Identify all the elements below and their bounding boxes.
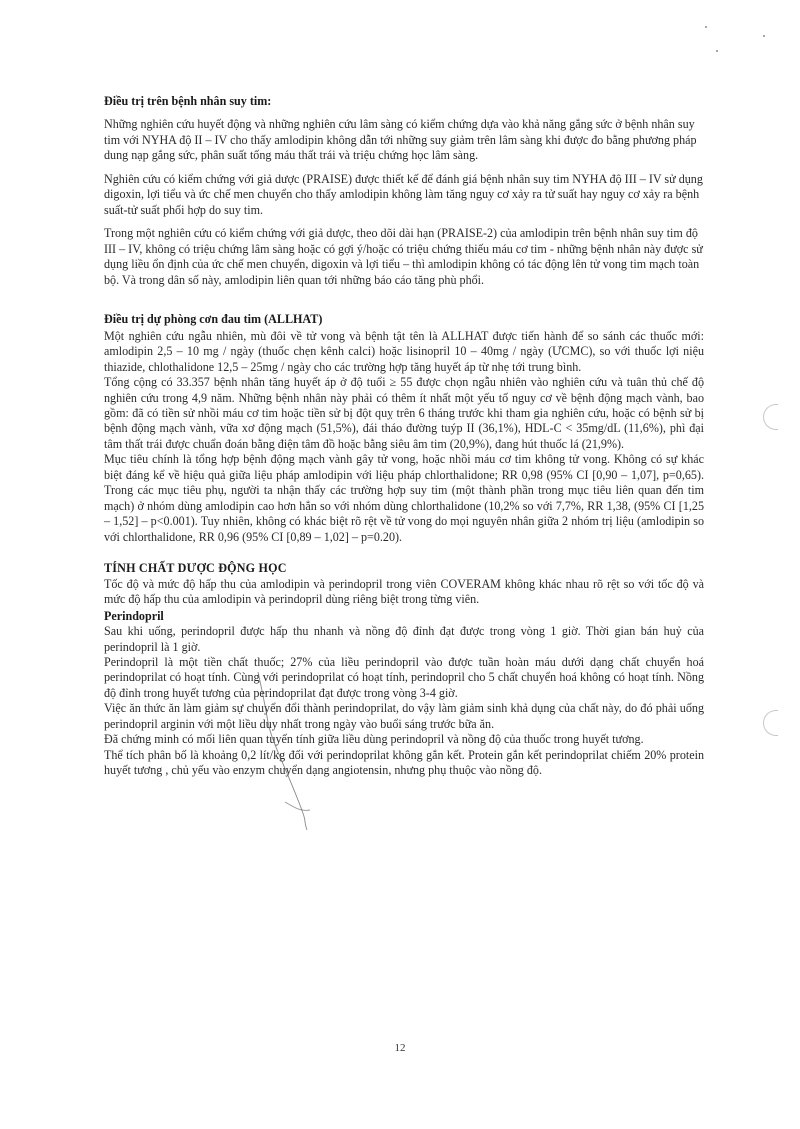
document-page [104, 94, 704, 779]
heart-failure-heading: Điều trị trên bệnh nhân suy tim: [104, 94, 272, 108]
scan-speck [716, 50, 718, 52]
allhat-paragraph-2: Tổng cộng có 33.357 bệnh nhân tăng huyết áp ở độ tuổi ≥ 55 được chọn ngẫu nhiên vào nghiên cứu và tuân thủ chế độ nghiên cứu trong 4,9 năm. Những bệnh nhân này phải có thêm ít nhất một yếu tố nguy cơ về bệnh động mạch vành, bao gồm: đã có tiền sử nhồi máu cơ tim hoặc tiền sử bị đột quỵ trên 6 tháng trước khi tham gia nghiên cứu, hoặc có bệnh sử bị bệnh động mạch vành, vữa xơ động mạch (51,5%), đái tháo đường tuýp II (36,1%), HDL-C < 35mg/dL (11,6%), phì đại tâm thất trái được chuẩn đoán bằng điện tâm đồ hoặc bằng siêu âm tim (20,9%), đang hút thuốc lá (21,9%). [104, 375, 704, 451]
punch-hole-mark-upper [763, 404, 778, 430]
heart-failure-paragraph-3: Trong một nghiên cứu có kiểm chứng với giả dược, theo dõi dài hạn (PRAISE-2) của amlodipin trên bệnh nhân suy tim độ III – IV, không có triệu chứng lâm sàng hoặc có gợi ý/hoặc có triệu chứng thiếu máu cơ tim - những bệnh nhân này được sử dụng liều ổn định của ức chế men chuyển, digoxin và lợi tiểu – thì amlodipin không có tác động lên tử vong tim mạch toàn bộ. Và trong dân số này, amlodipin liên quan tới những báo cáo tăng phù phổi. [104, 226, 703, 287]
perindopril-paragraph-2: Perindopril là một tiền chất thuốc; 27% của liều perindopril vào được tuần hoàn máu dưới dạng chất chuyển hoá perindoprilat có hoạt tính. Cùng với perindoprilat có hoạt tính, perindopril cho 5 chất chuyển hoá không có hoạt tính. Nồng độ đỉnh trong huyết tương của perindoprilat đạt được trong vòng 3-4 giờ. [104, 655, 704, 700]
scan-speck [705, 26, 707, 28]
heart-failure-paragraph-1: Những nghiên cứu huyết động và những nghiên cứu lâm sàng có kiểm chứng dựa vào khả năng gắng sức ở bệnh nhân suy tim với NYHA độ II – IV cho thấy amlodipin không dẫn tới những suy giảm trên lâm sàng khi được đo bằng phương pháp dung nạp gắng sức, phân suất tống máu thất trái và triệu chứng học lâm sàng. [104, 117, 697, 163]
pharmacokinetics-intro: Tốc độ và mức độ hấp thu của amlodipin và perindopril trong viên COVERAM không khác nhau rõ rệt so với tốc độ và mức độ hấp thu của amlodipin và perindopril dùng riêng biệt trong từng viên. [104, 576, 704, 607]
perindopril-paragraph-4: Đã chứng minh có mối liên quan tuyến tính giữa liều dùng perindopril và nồng độ của thuốc trong huyết tương. [104, 732, 644, 747]
allhat-paragraph-3: Mục tiêu chính là tổng hợp bệnh động mạch vành gây tử vong, hoặc nhồi máu cơ tim không tử vong. Không có sự khác biệt đáng kể về hiệu quả giữa liệu pháp amlodipin với liệu pháp chlorthalidone; RR 0,98 (95% CI [0,90 – 1,07], p=0,65). Trong các mục tiêu phụ, người ta nhận thấy các trường hợp suy tim (một thành phần trong mục tiêu liên quan đến tim mạch) ở nhóm dùng amlodipin cao hơn hẳn so với nhóm dùng chlorthalidone (10,2% so với 7,7%, RR 1,38, (95% CI [1,25 – 1,52] – p<0.001). Tuy nhiên, không có khác biệt rõ rệt về tử vong do mọi nguyên nhân giữa 2 nhóm trị liệu (amlodipin so với chlorthalidone, RR 0,96 (95% CI [0,89 – 1,02] – p=0.20). [104, 452, 704, 544]
page-number: 12 [394, 1042, 406, 1054]
perindopril-paragraph-1: Sau khi uống, perindopril được hấp thu nhanh và nồng độ đỉnh đạt được trong vòng 1 giờ. Thời gian bán huỷ của perindopril là 1 giờ. [104, 624, 704, 654]
perindopril-subheading: Perindopril [104, 608, 164, 623]
perindopril-paragraph-3: Việc ăn thức ăn làm giảm sự chuyển đổi thành perindoprilat, do vậy làm giảm sinh khả dụng của chất này, do đó phải uống perindopril arginin với một liều duy nhất trong ngày vào buổi sáng trước bữa ăn. [104, 701, 704, 731]
perindopril-paragraph-5: Thể tích phân bố là khoảng 0,2 lít/kg đối với perindoprilat không gắn kết. Protein gắn kết perindoprilat chiếm 20% protein huyết tương , chủ yếu vào enzym chuyển dạng angiotensin, nhưng phụ thuộc vào nồng độ. [104, 747, 704, 778]
pharmacokinetics-heading: TÍNH CHẤT DƯỢC ĐỘNG HỌC [104, 561, 287, 576]
allhat-heading: Điều trị dự phòng cơn đau tim (ALLHAT) [104, 312, 323, 327]
allhat-paragraph-1: Một nghiên cứu ngẫu nhiên, mù đôi về tử vong và bệnh tật tên là ALLHAT được tiến hành để so sánh các thuốc mới: amlodipin 2,5 – 10 mg / ngày (thuốc chẹn kênh calci) hoặc lisinopril 10 – 40mg / ngày (ƯCMC), so với thuốc lợi niệu thiazide, chlothalidone 12,5 – 25mg / ngày cho các trường hợp tăng huyết áp từ nhẹ tới trung bình. [104, 328, 704, 374]
scan-speck [763, 35, 765, 37]
punch-hole-mark-lower [763, 710, 778, 736]
heart-failure-paragraph-2: Nghiên cứu có kiểm chứng với giả dược (PRAISE) được thiết kế để đánh giá bệnh nhân suy tim NYHA độ III – IV sử dụng digoxin, lợi tiểu và ức chế men chuyển cho thấy amlodipin không làm tăng nguy cơ xảy ra tử suất hay nguy cơ xảy ra bệnh suất-tử suất phối hợp do suy tim. [104, 171, 703, 217]
